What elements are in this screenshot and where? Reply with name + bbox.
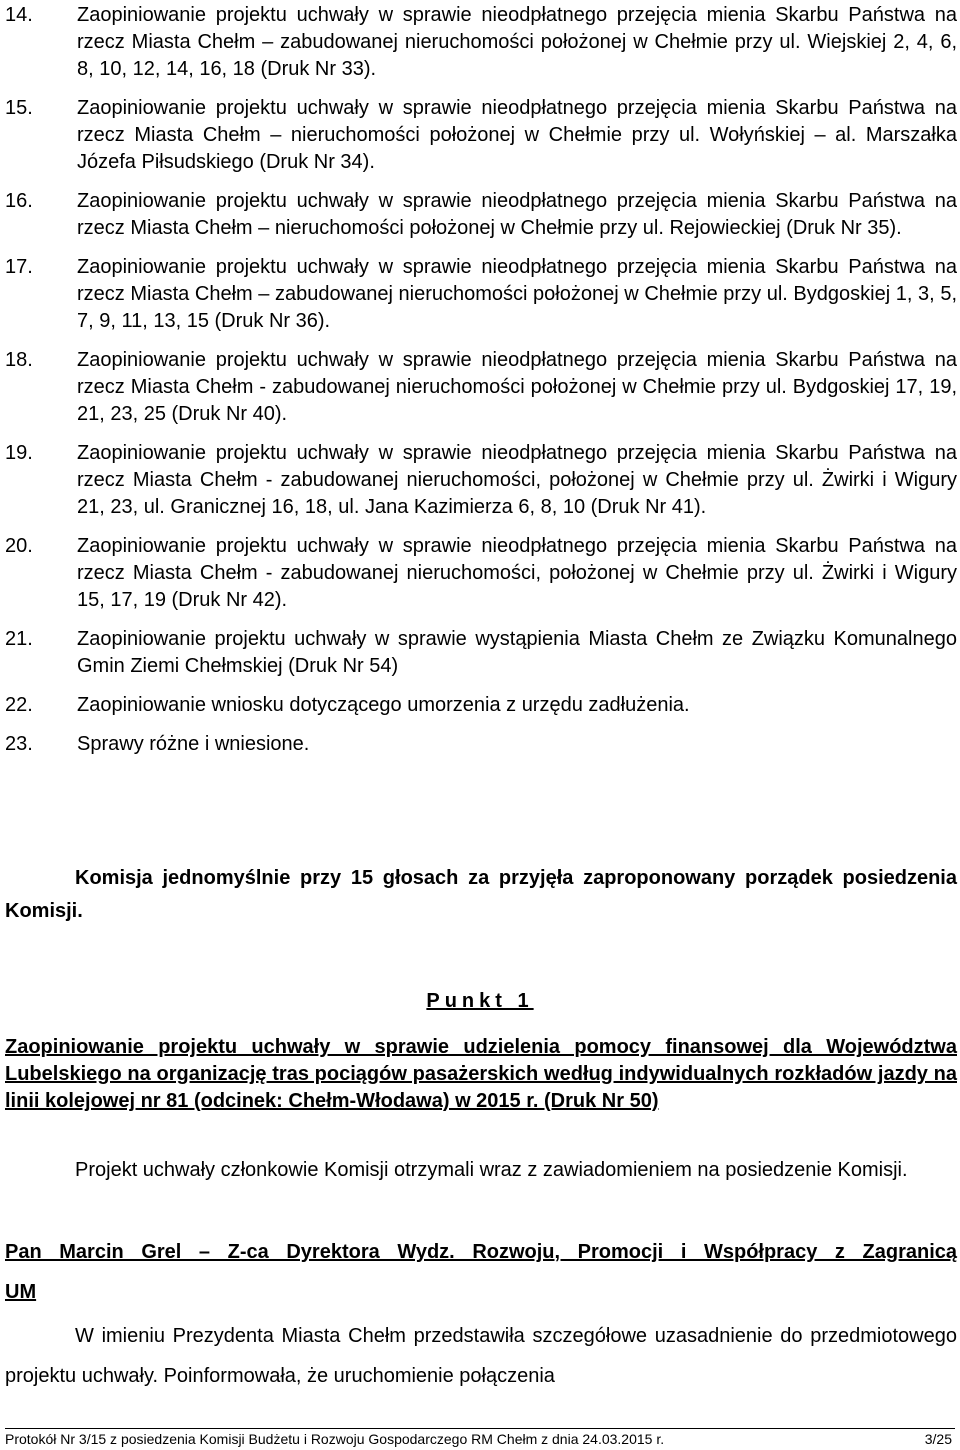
paragraph: W imieniu Prezydenta Miasta Chełm przedstawiła szczegółowe uzasadnienie do przedmiotowego projektu uchwały. Poinformowała, że uruchomienie połączenia	[5, 1325, 957, 1387]
agenda-item-number: 14.	[5, 4, 33, 26]
footer-text: Protokół Nr 3/15 z posiedzenia Komisji Budżetu i Rozwoju Gospodarczego RM Chełm z dnia 24.03.2015 r.	[5, 1431, 665, 1447]
agenda-item	[5, 731, 957, 758]
agenda-item-number: 19.	[5, 442, 33, 464]
agenda-item-number: 20.	[5, 535, 33, 557]
agenda-item	[5, 2, 957, 83]
speaker-line: Pan Marcin Grel – Z-ca Dyrektora Wydz. Rozwoju, Promocji i Współpracy z Zagranicą UM	[5, 1241, 957, 1303]
agenda-item-text: Zaopiniowanie wniosku dotyczącego umorzenia z urzędu zadłużenia.	[77, 694, 690, 716]
section-topic: Zaopiniowanie projektu uchwały w sprawie udzielenia pomocy finansowej dla Województwa Lubelskiego na organizację tras pociągów pasażerskich według indywidualnych rozkładów jazdy na linii kolejowej nr 81 (odcinek: Chełm-Włodawa) w 2015 r. (Druk Nr 50)	[5, 1036, 957, 1112]
agenda-item	[5, 347, 957, 428]
agenda-item	[5, 626, 957, 680]
paragraph: Projekt uchwały członkowie Komisji otrzymali wraz z zawiadomieniem na posiedzenie Komisji.	[75, 1159, 908, 1181]
agenda-item	[5, 254, 957, 335]
agenda-item-number: 21.	[5, 628, 33, 650]
agenda-item-text: Zaopiniowanie projektu uchwały w sprawie nieodpłatnego przejęcia mienia Skarbu Państwa na rzecz Miasta Chełm – zabudowanej nieruchomości położonej w Chełmie przy ul. Bydgoskiej 1, 3, 5, 7, 9, 11, 13, 15 (Druk Nr 36).	[77, 256, 957, 332]
agenda-item-text: Sprawy różne i wniesione.	[77, 733, 310, 755]
agenda-item	[5, 533, 957, 614]
page-number: 3/25	[924, 1431, 952, 1447]
agenda-item-number: 22.	[5, 694, 33, 716]
agenda-item-text: Zaopiniowanie projektu uchwały w sprawie nieodpłatnego przejęcia mienia Skarbu Państwa na rzecz Miasta Chełm – nieruchomości położonej w Chełmie przy ul. Rejowieckiej (Druk Nr 35).	[77, 190, 957, 239]
agenda-item	[5, 95, 957, 176]
agenda-item	[5, 692, 957, 719]
agenda-item-text: Zaopiniowanie projektu uchwały w sprawie wystąpienia Miasta Chełm ze Związku Komunalnego Gmin Ziemi Chełmskiej (Druk Nr 54)	[77, 628, 957, 677]
agenda-item-number: 23.	[5, 733, 33, 755]
agenda-item	[5, 440, 957, 521]
page-footer	[5, 1428, 955, 1448]
committee-resolution: Komisja jednomyślnie przy 15 głosach za przyjęła zaproponowany porządek posiedzenia Komisji.	[5, 867, 957, 922]
section-heading: Punkt 1	[426, 990, 534, 1012]
agenda-item-number: 17.	[5, 256, 33, 278]
agenda-item-text: Zaopiniowanie projektu uchwały w sprawie nieodpłatnego przejęcia mienia Skarbu Państwa na rzecz Miasta Chełm - zabudowanej nieruchomości, położonej w Chełmie przy ul. Żwirki i Wigury 15, 17, 19 (Druk Nr 42).	[77, 535, 957, 611]
agenda-list	[5, 2, 957, 770]
agenda-item-text: Zaopiniowanie projektu uchwały w sprawie nieodpłatnego przejęcia mienia Skarbu Państwa na rzecz Miasta Chełm - zabudowanej nieruchomości, położonej w Chełmie przy ul. Żwirki i Wigury 21, 23, ul. Granicznej 16, 18, ul. Jana Kazimierza 6, 8, 10 (Druk Nr 41).	[77, 442, 957, 518]
agenda-item-number: 15.	[5, 97, 33, 119]
agenda-item-number: 16.	[5, 190, 33, 212]
agenda-item-number: 18.	[5, 349, 33, 371]
agenda-item-text: Zaopiniowanie projektu uchwały w sprawie nieodpłatnego przejęcia mienia Skarbu Państwa na rzecz Miasta Chełm – zabudowanej nieruchomości położonej w Chełmie przy ul. Wiejskiej 2, 4, 6, 8, 10, 12, 14, 16, 18 (Druk Nr 33).	[77, 4, 957, 80]
agenda-item-text: Zaopiniowanie projektu uchwały w sprawie nieodpłatnego przejęcia mienia Skarbu Państwa na rzecz Miasta Chełm - zabudowanej nieruchomości położonej w Chełmie przy ul. Bydgoskiej 17, 19, 21, 23, 25 (Druk Nr 40).	[77, 349, 957, 425]
agenda-item-text: Zaopiniowanie projektu uchwały w sprawie nieodpłatnego przejęcia mienia Skarbu Państwa na rzecz Miasta Chełm – nieruchomości położonej w Chełmie przy ul. Wołyńskiej – al. Marszałka Józefa Piłsudskiego (Druk Nr 34).	[77, 97, 957, 173]
agenda-item	[5, 188, 957, 242]
